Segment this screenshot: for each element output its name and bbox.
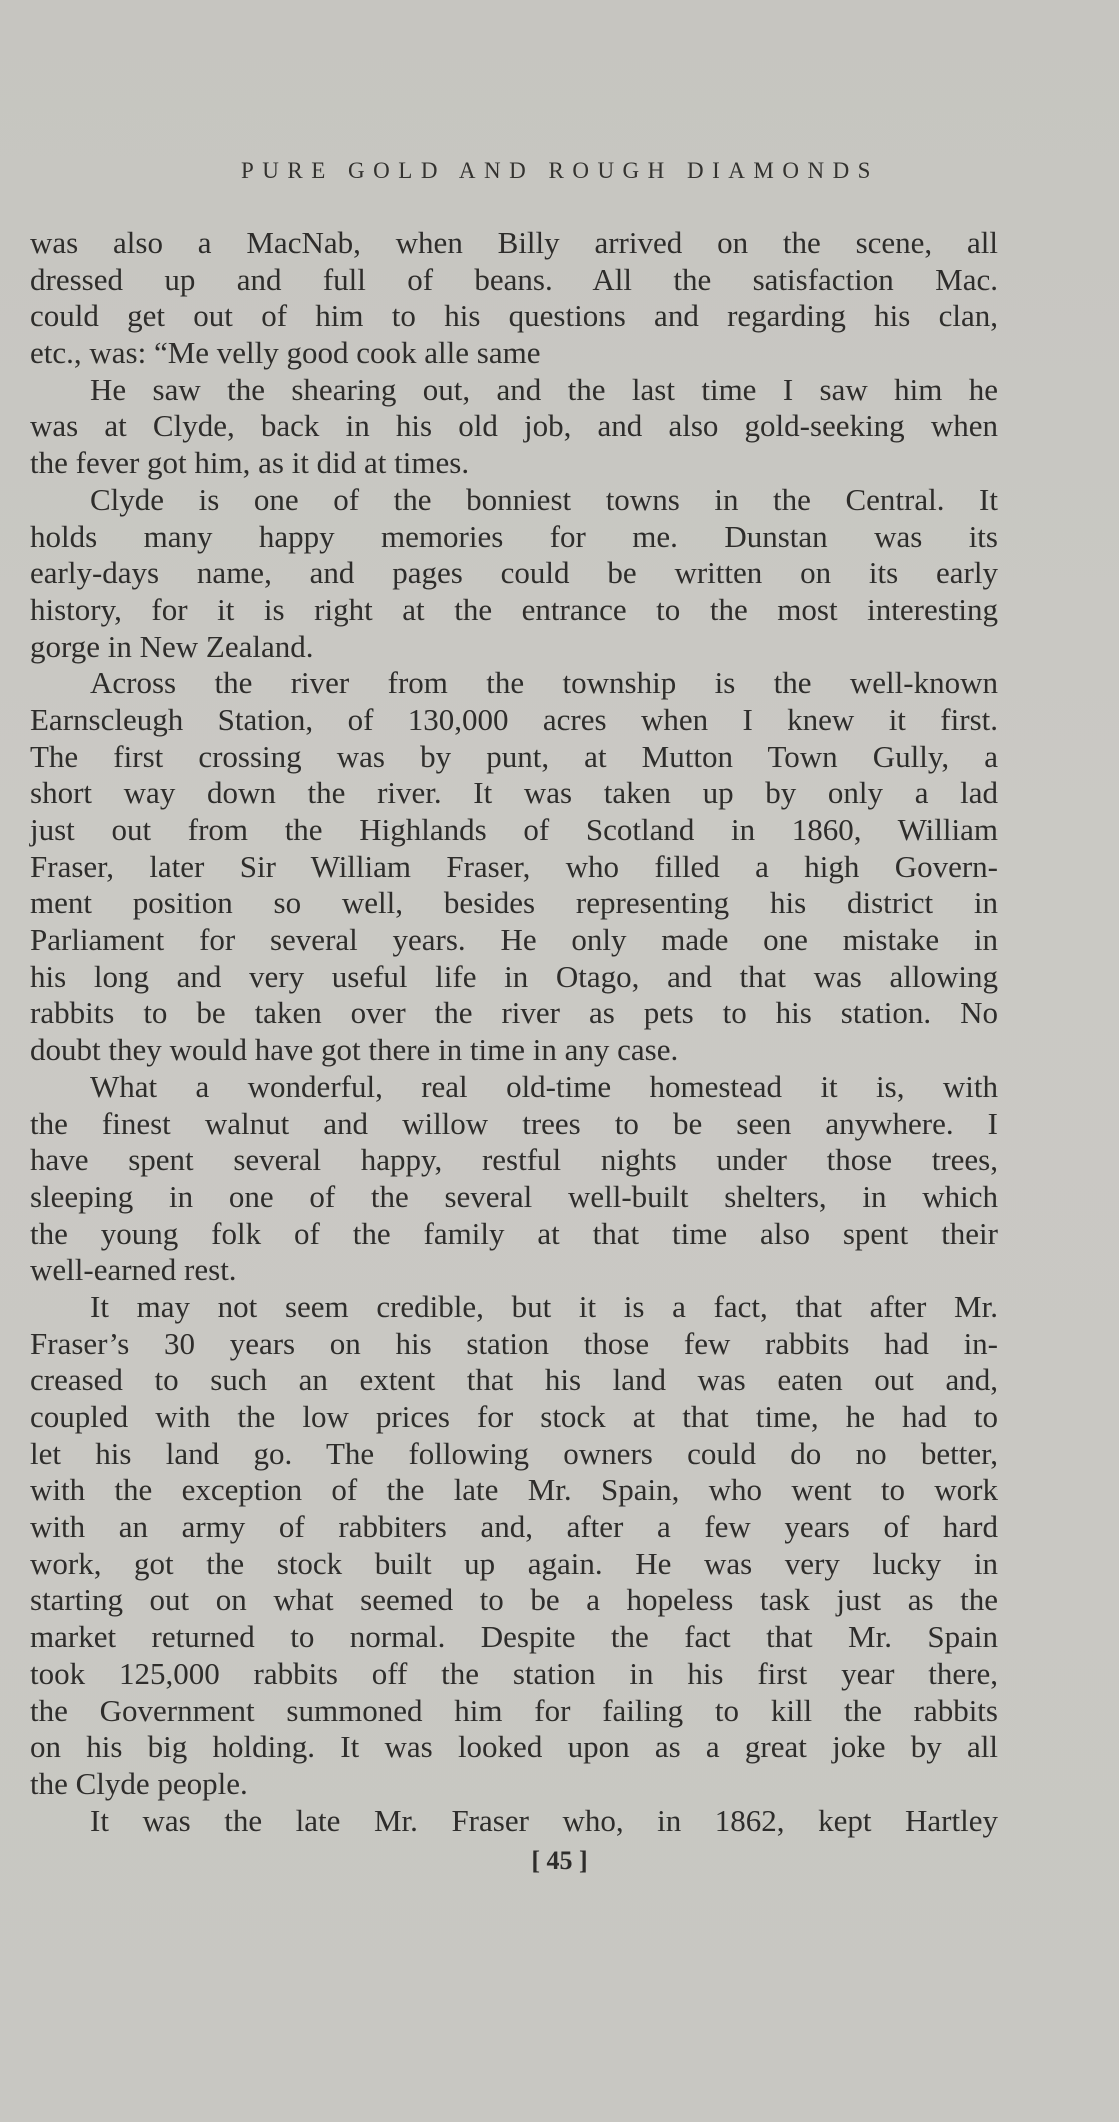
text-line: The first crossing was by punt, at Mutton Town Gully, a bbox=[30, 738, 998, 774]
text-line: early-days name, and pages could be written on its early bbox=[30, 555, 998, 591]
text-line: the young folk of the family at that time also spent their bbox=[30, 1215, 998, 1251]
text-line: It was the late Mr. Fraser who, in 1862, kept Hartley bbox=[90, 1802, 998, 1838]
text-line: rabbits to be taken over the river as pets to his station. No bbox=[30, 995, 998, 1031]
body-text bbox=[30, 225, 998, 1839]
text-line: with the exception of the late Mr. Spain, who went to work bbox=[30, 1472, 998, 1508]
text-line: just out from the Highlands of Scotland in 1860, William bbox=[30, 812, 998, 847]
text-line: What a wonderful, real old-time homestead it is, with bbox=[90, 1068, 998, 1104]
text-line: etc., was: “Me velly good cook alle same bbox=[30, 335, 541, 371]
text-line: sleeping in one of the several well-built shelters, in which bbox=[30, 1178, 998, 1214]
text-line: was also a MacNab, when Billy arrived on the scene, all bbox=[30, 225, 998, 260]
text-line: the Government summoned him for failing to kill the rabbits bbox=[30, 1692, 998, 1728]
text-line: ment position so well, besides representing his district in bbox=[30, 885, 998, 921]
text-line: could get out of him to his questions and regarding his clan, bbox=[30, 298, 998, 334]
running-head: PURE GOLD AND ROUGH DIAMONDS bbox=[241, 158, 879, 183]
text-line: starting out on what seemed to be a hopeless task just as the bbox=[30, 1582, 998, 1618]
text-line: have spent several happy, restful nights under those trees, bbox=[30, 1142, 998, 1178]
text-line: was at Clyde, back in his old job, and also gold-seeking when bbox=[30, 408, 998, 444]
text-line: coupled with the low prices for stock at that time, he had to bbox=[30, 1399, 998, 1434]
text-line: Parliament for several years. He only made one mistake in bbox=[30, 922, 998, 958]
text-line: the fever got him, as it did at times. bbox=[30, 445, 470, 481]
text-line: Fraser’s 30 years on his station those few rabbits had in- bbox=[30, 1325, 998, 1361]
text-line: holds many happy memories for me. Dunstan was its bbox=[30, 518, 998, 554]
text-line: history, for it is right at the entrance to the most interesting bbox=[30, 591, 998, 627]
text-line: doubt they would have got there in time in any case. bbox=[30, 1032, 679, 1068]
text-line: on his big holding. It was looked upon as a great joke by all bbox=[30, 1729, 998, 1765]
text-line: He saw the shearing out, and the last time I saw him he bbox=[90, 371, 998, 407]
text-line: took 125,000 rabbits off the station in his first year there, bbox=[30, 1655, 998, 1691]
text-line: Across the river from the township is the well-known bbox=[90, 665, 998, 701]
text-line: Clyde is one of the bonniest towns in the Central. It bbox=[90, 481, 998, 517]
text-line: his long and very useful life in Otago, and that was allowing bbox=[30, 958, 998, 994]
text-line: Earnscleugh Station, of 130,000 acres when I knew it first. bbox=[30, 701, 998, 737]
text-line: work, got the stock built up again. He was very lucky in bbox=[30, 1545, 998, 1581]
text-line: gorge in New Zealand. bbox=[30, 628, 314, 664]
text-line: the finest walnut and willow trees to be seen anywhere. I bbox=[30, 1105, 998, 1141]
text-line: short way down the river. It was taken up by only a lad bbox=[30, 775, 998, 811]
text-line: dressed up and full of beans. All the satisfaction Mac. bbox=[30, 261, 998, 297]
text-line: creased to such an extent that his land was eaten out and, bbox=[30, 1362, 998, 1398]
text-line: market returned to normal. Despite the fact that Mr. Spain bbox=[30, 1619, 998, 1655]
text-line: let his land go. The following owners could do no better, bbox=[30, 1435, 998, 1471]
text-line: with an army of rabbiters and, after a few years of hard bbox=[30, 1509, 998, 1545]
text-line: Fraser, later Sir William Fraser, who filled a high Govern- bbox=[30, 848, 998, 884]
text-line: well-earned rest. bbox=[30, 1252, 237, 1288]
page-number: [ 45 ] bbox=[531, 1846, 588, 1875]
text-line: the Clyde people. bbox=[30, 1765, 248, 1801]
text-line: It may not seem credible, but it is a fact, that after Mr. bbox=[90, 1288, 998, 1324]
